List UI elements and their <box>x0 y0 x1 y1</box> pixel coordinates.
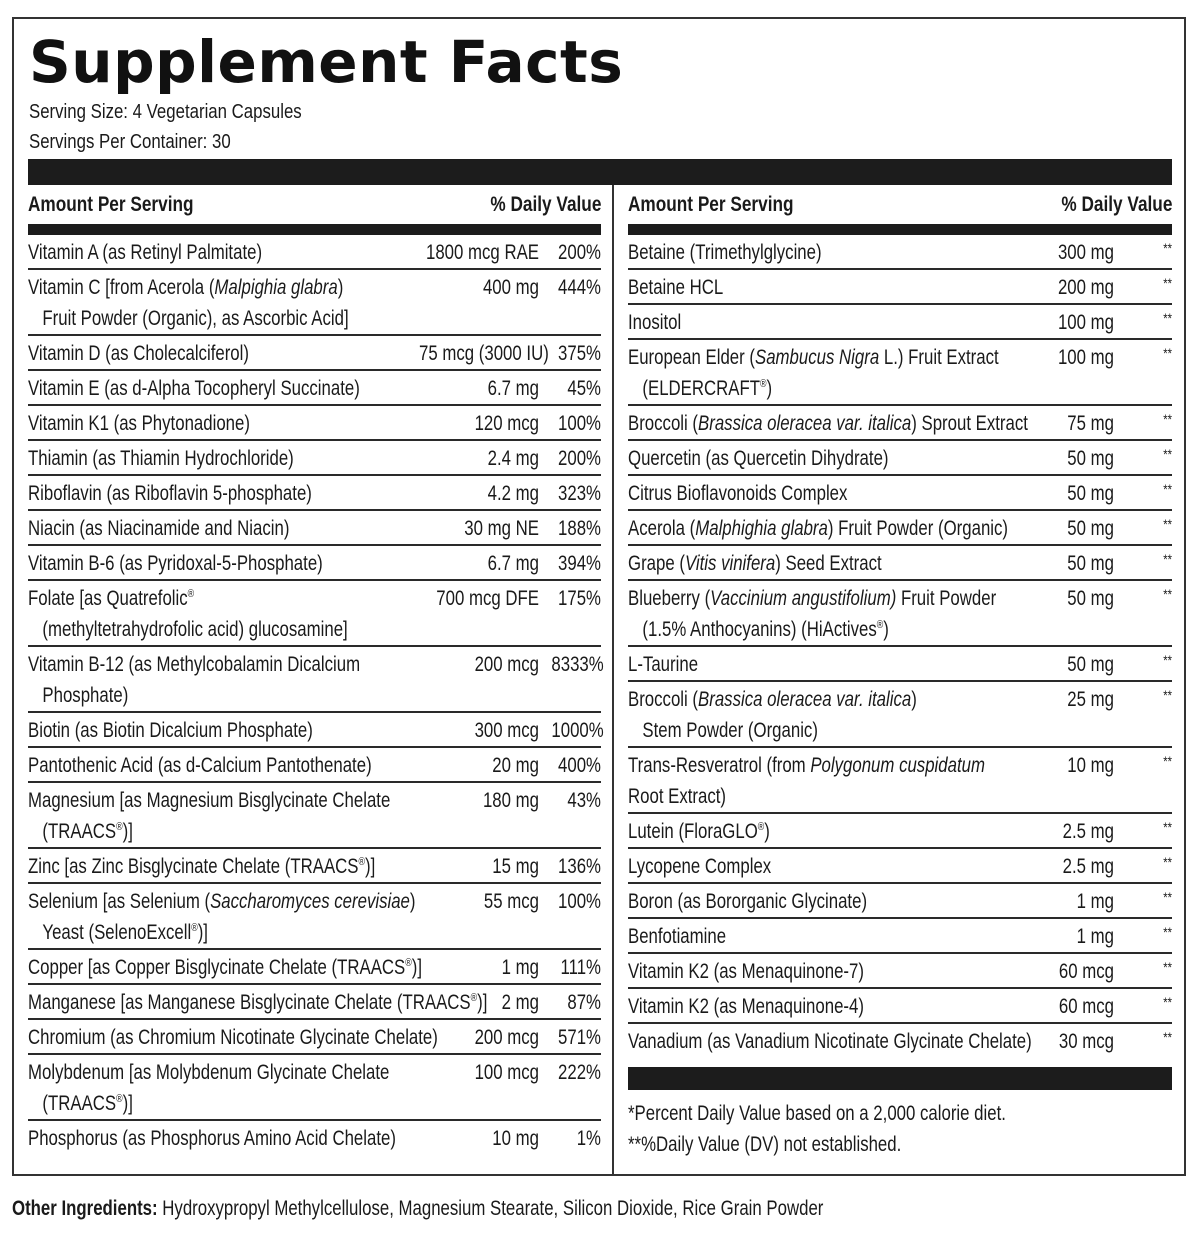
ingredient-daily-value: ** <box>1163 345 1172 361</box>
ingredient-name <box>28 583 389 645</box>
ingredient-name <box>628 1026 1032 1057</box>
ingredient-amount: 100 mg <box>1057 311 1114 334</box>
ingredient-amount: 200 mg <box>1057 276 1114 299</box>
right-column <box>628 185 1172 1160</box>
ingredient-name-line: Pantothenic Acid (as d-Calcium Pantothenate) <box>28 754 372 777</box>
ingredient-daily-value: ** <box>1163 481 1172 497</box>
ingredient-daily-value: 394% <box>558 552 601 575</box>
ingredient-name-line: Betaine (Trimethylglycine) <box>628 241 822 264</box>
ingredient-row <box>628 814 1172 849</box>
ingredient-row <box>628 884 1172 919</box>
ingredient-name-line: Vitamin K2 (as Menaquinone-7) <box>628 960 864 983</box>
ingredient-row <box>628 682 1172 748</box>
ingredient-name-line: L-Taurine <box>628 653 699 676</box>
ingredient-name-line: Vitamin K1 (as Phytonadione) <box>28 412 250 435</box>
thick-divider-bottom <box>628 1067 1172 1090</box>
ingredient-name <box>628 443 994 474</box>
ingredient-name-line: Selenium [as Selenium (Saccharomyces cerevisiae) <box>28 890 416 913</box>
ingredient-name-line: Manganese [as Manganese Bisglycinate Chelate (TRAACS®)] <box>28 991 488 1014</box>
ingredient-name-line: Blueberry (Vaccinium angustifolium) Fruit Powder <box>628 587 997 610</box>
ingredient-name-line: Biotin (as Biotin Dicalcium Phosphate) <box>28 719 313 742</box>
ingredient-amount: 4.2 mg <box>487 482 539 505</box>
ingredient-row <box>28 1121 601 1154</box>
ingredient-name <box>28 1123 396 1154</box>
ingredient-row <box>628 546 1172 581</box>
footnote-percent-dv: *Percent Daily Value based on a 2,000 calorie diet. <box>628 1102 1006 1125</box>
ingredient-name <box>28 987 488 1018</box>
ingredient-daily-value: 200% <box>558 447 601 470</box>
ingredient-row <box>628 305 1172 340</box>
ingredient-daily-value: 8333% <box>551 653 604 676</box>
ingredient-row <box>28 849 601 884</box>
ingredient-row <box>628 954 1172 989</box>
ingredient-daily-value: ** <box>1163 586 1172 602</box>
ingredient-name-line: Vitamin A (as Retinyl Palmitate) <box>28 241 263 264</box>
ingredient-daily-value: 323% <box>558 482 601 505</box>
ingredient-row <box>28 1055 601 1121</box>
ingredient-amount: 2.4 mg <box>487 447 539 470</box>
left-ingredient-list <box>28 235 604 1154</box>
other-ingredients-label: Other Ingredients: <box>12 1197 158 1220</box>
ingredient-daily-value: ** <box>1163 275 1172 291</box>
ingredient-daily-value: ** <box>1163 1029 1172 1045</box>
ingredient-name <box>628 816 994 847</box>
ingredient-name <box>28 373 389 404</box>
ingredient-name-line: Fruit Powder (Organic), as Ascorbic Acid] <box>42 307 349 330</box>
ingredient-amount: 50 mg <box>1067 587 1114 610</box>
ingredient-name-line: (TRAACS®)] <box>42 1092 133 1115</box>
ingredient-daily-value: ** <box>1163 687 1172 703</box>
ingredient-row <box>28 511 601 546</box>
ingredient-name-line: Acerola (Malphighia glabra) Fruit Powder (Organic) <box>628 517 1009 540</box>
right-column-header <box>628 185 1172 235</box>
ingredient-row <box>628 476 1172 511</box>
ingredient-row <box>628 581 1172 647</box>
ingredient-daily-value: 43% <box>567 789 601 812</box>
ingredient-daily-value: 571% <box>558 1026 601 1049</box>
ingredient-name <box>628 649 994 680</box>
ingredient-daily-value: ** <box>1163 411 1172 427</box>
ingredient-daily-value: 45% <box>567 377 601 400</box>
ingredient-name <box>628 921 994 952</box>
ingredient-row <box>28 546 601 581</box>
ingredient-daily-value: 375% <box>558 342 601 365</box>
ingredient-amount: 300 mcg <box>474 719 539 742</box>
ingredient-name-line: Lutein (FloraGLO®) <box>628 820 770 843</box>
ingredient-name-line: Niacin (as Niacinamide and Niacin) <box>28 517 290 540</box>
left-column-header <box>28 185 601 235</box>
ingredient-name <box>628 886 994 917</box>
ingredient-amount: 200 mcg <box>474 1026 539 1049</box>
ingredient-amount: 2.5 mg <box>1062 855 1114 878</box>
ingredient-daily-value: 111% <box>560 956 601 979</box>
ingredient-amount: 200 mcg <box>474 653 539 676</box>
ingredient-name <box>28 237 389 268</box>
ingredient-name-line: Grape (Vitis vinifera) Seed Extract <box>628 552 882 575</box>
ingredient-amount: 180 mg <box>482 789 539 812</box>
ingredient-amount: 30 mg NE <box>464 517 539 540</box>
amount-per-serving-header: Amount Per Serving <box>28 192 194 216</box>
ingredient-row <box>28 270 601 336</box>
other-ingredients <box>12 1194 823 1224</box>
ingredient-name <box>28 272 389 334</box>
ingredient-amount: 25 mg <box>1067 688 1114 711</box>
ingredient-name <box>628 513 1009 544</box>
ingredient-name <box>28 513 389 544</box>
ingredient-name <box>28 408 389 439</box>
ingredient-name-line: Vitamin K2 (as Menaquinone-4) <box>628 995 864 1018</box>
ingredient-amount: 50 mg <box>1067 517 1114 540</box>
ingredient-row <box>628 748 1172 814</box>
ingredient-name <box>28 750 389 781</box>
ingredient-name <box>28 478 389 509</box>
ingredient-daily-value: ** <box>1163 959 1172 975</box>
ingredient-daily-value: 100% <box>558 412 601 435</box>
ingredient-daily-value: ** <box>1163 819 1172 835</box>
ingredient-row <box>28 950 601 985</box>
ingredient-name-line: Benfotiamine <box>628 925 727 948</box>
ingredient-name <box>628 237 994 268</box>
ingredient-daily-value: ** <box>1163 889 1172 905</box>
ingredient-row <box>28 581 601 647</box>
ingredient-name-line: Vitamin D (as Cholecalciferol) <box>28 342 249 365</box>
ingredient-daily-value: ** <box>1163 994 1172 1010</box>
ingredient-name <box>28 338 389 369</box>
supplement-facts-panel <box>12 17 1186 1176</box>
ingredient-row <box>628 647 1172 682</box>
ingredient-name <box>628 750 994 812</box>
ingredient-name-line: Yeast (SelenoExcell®)] <box>42 921 208 944</box>
ingredient-name-line: Vanadium (as Vanadium Nicotinate Glycinate Chelate) <box>628 1030 1032 1053</box>
ingredient-amount: 75 mcg (3000 IU) <box>419 342 549 365</box>
ingredient-name-line: Folate [as Quatrefolic® <box>28 587 195 610</box>
ingredient-name <box>28 1022 438 1053</box>
ingredient-amount: 1 mg <box>501 956 539 979</box>
left-column <box>28 185 604 1154</box>
ingredient-name-line: Inositol <box>628 311 682 334</box>
ingredient-row <box>28 336 601 371</box>
thick-divider-top <box>28 159 1172 185</box>
ingredient-amount: 2.5 mg <box>1062 820 1114 843</box>
ingredient-name <box>628 307 994 338</box>
ingredient-name-line: Riboflavin (as Riboflavin 5-phosphate) <box>28 482 312 505</box>
ingredient-name <box>28 785 389 847</box>
ingredient-amount: 300 mg <box>1057 241 1114 264</box>
ingredient-amount: 50 mg <box>1067 482 1114 505</box>
ingredient-amount: 60 mcg <box>1058 960 1114 983</box>
ingredient-row <box>628 441 1172 476</box>
ingredient-name <box>628 342 999 404</box>
ingredient-name-line: Vitamin B-12 (as Methylcobalamin Dicalcium <box>28 653 361 676</box>
ingredient-amount: 10 mg <box>492 1127 539 1150</box>
ingredient-row <box>628 1024 1172 1057</box>
ingredient-row <box>28 884 601 950</box>
ingredient-name <box>28 715 389 746</box>
ingredient-daily-value: ** <box>1163 924 1172 940</box>
ingredient-row <box>628 406 1172 441</box>
ingredient-daily-value: ** <box>1163 446 1172 462</box>
ingredient-daily-value: 1000% <box>551 719 604 742</box>
ingredient-name <box>28 886 416 948</box>
ingredient-row <box>28 713 604 748</box>
right-ingredient-list <box>628 235 1172 1057</box>
ingredient-daily-value: 200% <box>558 241 601 264</box>
column-divider <box>612 185 614 1176</box>
ingredient-name <box>628 478 994 509</box>
ingredient-amount: 30 mcg <box>1058 1030 1114 1053</box>
ingredient-name-line: Chromium (as Chromium Nicotinate Glycinate Chelate) <box>28 1026 438 1049</box>
ingredient-name-line: Molybdenum [as Molybdenum Glycinate Chelate <box>28 1061 390 1084</box>
ingredient-amount: 60 mcg <box>1058 995 1114 1018</box>
ingredient-name-line: Copper [as Copper Bisglycinate Chelate (TRAACS®)] <box>28 956 422 979</box>
ingredient-amount: 120 mcg <box>474 412 539 435</box>
daily-value-header: % Daily Value <box>489 192 601 216</box>
ingredient-row <box>628 919 1172 954</box>
ingredient-name <box>28 1057 389 1119</box>
ingredient-amount: 400 mg <box>482 276 539 299</box>
ingredient-amount: 50 mg <box>1067 653 1114 676</box>
ingredient-name <box>28 851 389 882</box>
ingredient-name <box>628 583 997 645</box>
ingredient-daily-value: ** <box>1163 310 1172 326</box>
ingredient-daily-value: ** <box>1163 551 1172 567</box>
footnotes <box>628 1098 1172 1160</box>
panel-title: Supplement Facts <box>29 28 624 96</box>
ingredient-name-line: (ELDERCRAFT®) <box>642 377 773 400</box>
daily-value-header: % Daily Value <box>1060 192 1172 216</box>
ingredient-amount: 50 mg <box>1067 447 1114 470</box>
ingredient-row <box>628 849 1172 884</box>
ingredient-name <box>28 443 389 474</box>
ingredient-name <box>28 649 389 711</box>
amount-per-serving-header: Amount Per Serving <box>628 192 794 216</box>
ingredient-name-line: Magnesium [as Magnesium Bisglycinate Chelate <box>28 789 391 812</box>
ingredient-row <box>628 270 1172 305</box>
ingredient-amount: 700 mcg DFE <box>436 587 539 610</box>
ingredient-amount: 50 mg <box>1067 552 1114 575</box>
ingredient-name <box>628 272 994 303</box>
ingredient-row <box>28 371 601 406</box>
ingredient-name-line: Trans-Resveratrol (from Polygonum cuspidatum <box>628 754 985 777</box>
ingredient-name <box>28 952 422 983</box>
ingredient-row <box>628 511 1172 546</box>
ingredient-name-line: Phosphorus (as Phosphorus Amino Acid Chelate) <box>28 1127 396 1150</box>
other-ingredients-text: Hydroxypropyl Methylcellulose, Magnesium Stearate, Silicon Dioxide, Rice Grain Powder <box>162 1197 824 1220</box>
ingredient-row <box>28 748 601 783</box>
ingredient-name-line: Root Extract) <box>628 785 727 808</box>
ingredient-amount: 100 mcg <box>474 1061 539 1084</box>
ingredient-name-line: Broccoli (Brassica oleracea var. italica) <box>628 688 917 711</box>
serving-info <box>29 97 354 157</box>
ingredient-amount: 6.7 mg <box>487 377 539 400</box>
ingredient-amount: 1 mg <box>1076 925 1114 948</box>
ingredient-daily-value: 222% <box>558 1061 601 1084</box>
ingredient-amount: 55 mcg <box>483 890 539 913</box>
ingredient-name-line: (1.5% Anthocyanins) (HiActives®) <box>642 618 889 641</box>
ingredient-amount: 1 mg <box>1076 890 1114 913</box>
ingredient-row <box>628 235 1172 270</box>
ingredient-row <box>28 235 601 270</box>
ingredient-name <box>628 956 994 987</box>
ingredient-daily-value: ** <box>1163 652 1172 668</box>
ingredient-row <box>628 340 1172 406</box>
ingredient-name <box>628 408 1028 439</box>
ingredient-name-line: Lycopene Complex <box>628 855 772 878</box>
servings-per-container: Servings Per Container: 30 <box>29 131 231 153</box>
ingredient-amount: 1800 mcg RAE <box>426 241 539 264</box>
ingredient-name-line: Citrus Bioflavonoids Complex <box>628 482 848 505</box>
ingredient-name-line: Boron (as Bororganic Glycinate) <box>628 890 868 913</box>
ingredient-row <box>28 441 601 476</box>
ingredient-name-line: Zinc [as Zinc Bisglycinate Chelate (TRAACS®)] <box>28 855 376 878</box>
ingredient-name <box>28 548 389 579</box>
ingredient-row <box>28 1020 601 1055</box>
ingredient-daily-value: 1% <box>576 1127 601 1150</box>
ingredient-name-line: European Elder (Sambucus Nigra L.) Fruit Extract <box>628 346 999 369</box>
ingredient-daily-value: 87% <box>567 991 601 1014</box>
ingredient-row <box>28 476 601 511</box>
ingredient-amount: 75 mg <box>1067 412 1114 435</box>
ingredient-name-line: Broccoli (Brassica oleracea var. italica) Sprout Extract <box>628 412 1028 435</box>
ingredient-daily-value: 188% <box>558 517 601 540</box>
ingredient-daily-value: 100% <box>558 890 601 913</box>
ingredient-amount: 20 mg <box>492 754 539 777</box>
ingredient-name-line: (TRAACS®)] <box>42 820 133 843</box>
ingredient-amount: 2 mg <box>501 991 539 1014</box>
ingredient-daily-value: ** <box>1163 516 1172 532</box>
ingredient-name <box>628 548 994 579</box>
ingredient-daily-value: 400% <box>558 754 601 777</box>
ingredient-row <box>28 985 601 1020</box>
serving-size: Serving Size: 4 Vegetarian Capsules <box>29 101 302 123</box>
ingredient-name-line: Quercetin (as Quercetin Dihydrate) <box>628 447 889 470</box>
ingredient-daily-value: ** <box>1163 854 1172 870</box>
ingredient-row <box>28 406 601 441</box>
ingredient-name-line: Vitamin B-6 (as Pyridoxal-5-Phosphate) <box>28 552 323 575</box>
ingredient-amount: 15 mg <box>492 855 539 878</box>
ingredient-daily-value: ** <box>1163 240 1172 256</box>
ingredient-name-line: Phosphate) <box>42 684 129 707</box>
ingredient-name-line: Vitamin C [from Acerola (Malpighia glabra) <box>28 276 344 299</box>
ingredient-amount: 6.7 mg <box>487 552 539 575</box>
ingredient-name-line: Thiamin (as Thiamin Hydrochloride) <box>28 447 294 470</box>
ingredient-daily-value: ** <box>1163 753 1172 769</box>
ingredient-daily-value: 136% <box>558 855 601 878</box>
ingredient-amount: 10 mg <box>1067 754 1114 777</box>
ingredient-daily-value: 444% <box>558 276 601 299</box>
ingredient-row <box>28 647 604 713</box>
ingredient-name <box>628 991 994 1022</box>
ingredient-name-line: Vitamin E (as d-Alpha Tocopheryl Succinate) <box>28 377 360 400</box>
ingredient-row <box>628 989 1172 1024</box>
footnote-dv-not-established: **%Daily Value (DV) not established. <box>628 1133 902 1156</box>
ingredient-name-line: Betaine HCL <box>628 276 724 299</box>
ingredient-daily-value: 175% <box>558 587 601 610</box>
ingredient-row <box>28 783 601 849</box>
ingredient-name-line: (methyltetrahydrofolic acid) glucosamine] <box>42 618 348 641</box>
ingredient-name-line: Stem Powder (Organic) <box>642 719 818 742</box>
ingredient-name <box>628 851 994 882</box>
ingredient-amount: 100 mg <box>1057 346 1114 369</box>
ingredient-name <box>628 684 994 746</box>
